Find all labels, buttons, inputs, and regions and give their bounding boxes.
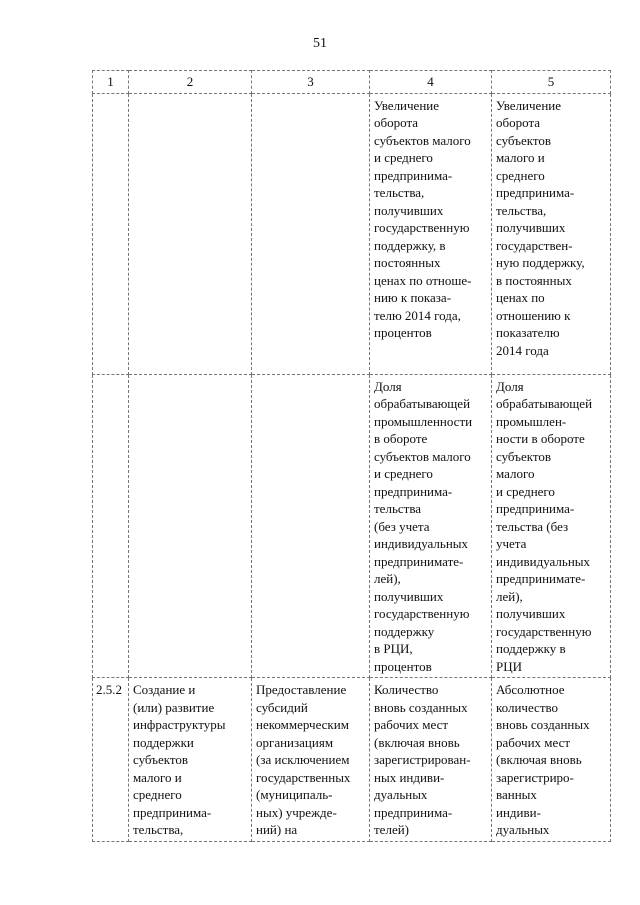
- table-cell: [93, 374, 129, 678]
- header-cell: 5: [492, 71, 611, 94]
- table-row: [93, 93, 611, 374]
- table-cell: 2.5.2: [93, 678, 129, 842]
- table-cell: [129, 374, 252, 678]
- table-cell: Предоставление субсидий некоммерческим организациям (за исключением государственных (муниципаль- ных) учрежде- ний) на: [252, 678, 370, 842]
- table-cell: [252, 93, 370, 374]
- table-cell: Создание и (или) развитие инфраструктуры поддержки субъектов малого и среднего предпринима- тельства,: [129, 678, 252, 842]
- header-cell: 2: [129, 71, 252, 94]
- table-cell: Увеличение оборота субъектов малого и среднего предпринима- тельства, получивших государственную поддержку, в постоянных ценах по отноше- нию к показа- телю 2014 года, процентов: [370, 93, 492, 374]
- table-cell: Количество вновь созданных рабочих мест (включая вновь зарегистрирован- ных индиви- дуальных предпринима- телей): [370, 678, 492, 842]
- header-cell: 3: [252, 71, 370, 94]
- table-cell: [93, 93, 129, 374]
- table-cell: Доля обрабатывающей промышлен- ности в обороте субъектов малого и среднего предпринима- тельства (без учета индивидуальных предпринимате- лей), получивших государственную поддержку в РЦИ: [492, 374, 611, 678]
- table-cell: [129, 93, 252, 374]
- table-row: [93, 678, 611, 842]
- table-cell: [252, 374, 370, 678]
- table-header-row: [93, 71, 611, 94]
- table-cell: Доля обрабатывающей промышленности в обороте субъектов малого и среднего предпринима- тельства (без учета индивидуальных предпринимате- лей), получивших государственную поддержку в РЦИ, процентов: [370, 374, 492, 678]
- data-table: [92, 70, 611, 842]
- header-cell: 4: [370, 71, 492, 94]
- header-cell: 1: [93, 71, 129, 94]
- page-number: 51: [313, 36, 327, 51]
- table-cell: Увеличение оборота субъектов малого и среднего предпринима- тельства, получивших государствен- ную поддержку, в постоянных ценах по отношению к показателю 2014 года: [492, 93, 611, 374]
- table-cell: Абсолютное количество вновь созданных рабочих мест (включая вновь зарегистриро- ванных индиви- дуальных: [492, 678, 611, 842]
- table-row: [93, 374, 611, 678]
